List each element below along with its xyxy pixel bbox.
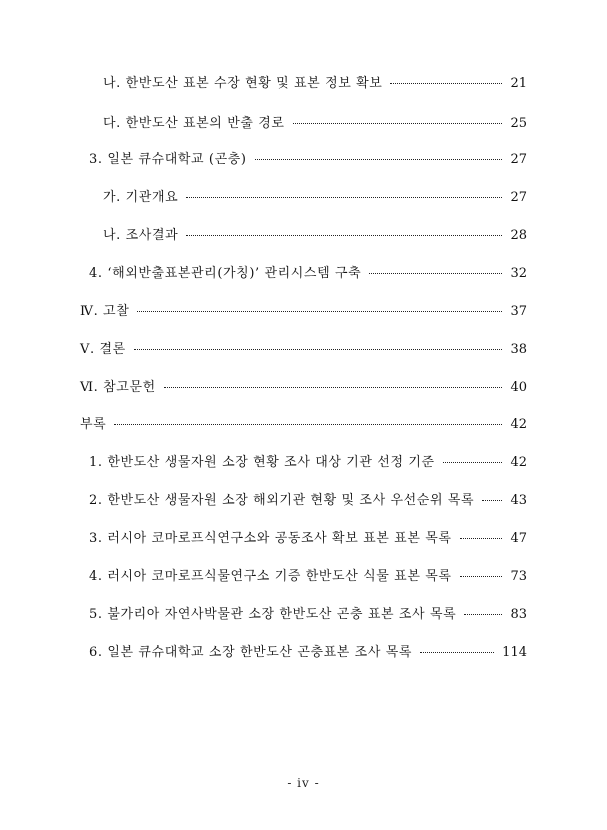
toc-entry-title: Ⅵ. 참고문헌 (80, 380, 156, 395)
toc-entry (103, 227, 527, 245)
toc-entry (89, 606, 527, 624)
toc-leader-dots (137, 310, 502, 312)
toc-entry-title: 2. 한반도산 생물자원 소장 해외기관 현황 및 조사 우선순위 목록 (89, 493, 475, 508)
toc-leader-dots (114, 423, 502, 425)
toc-leader-dots (186, 234, 502, 236)
toc-entry (89, 568, 527, 586)
toc-entry (89, 530, 527, 548)
toc-entry-page: 28 (510, 228, 527, 243)
toc-entry-page: 42 (510, 417, 527, 432)
toc-entry (89, 265, 527, 283)
toc-leader-dots (464, 613, 502, 615)
toc-entry-title: Ⅴ. 결론 (80, 342, 126, 357)
toc-entry-title: 다. 한반도산 표본의 반출 경로 (103, 116, 285, 131)
toc-leader-dots (460, 575, 503, 577)
toc-leader-dots (164, 386, 503, 388)
toc-entry-title: 4. ‘해외반출표본관리(가칭)’ 관리시스템 구축 (89, 266, 362, 281)
toc-entry-title: 부록 (80, 417, 107, 432)
toc-entry-page: 37 (510, 304, 527, 319)
toc-leader-dots (186, 196, 502, 198)
toc-entry-page: 38 (510, 342, 527, 357)
toc-entry-page: 42 (510, 455, 527, 470)
toc-leader-dots (482, 499, 502, 501)
toc-entry (80, 379, 527, 397)
toc-entry-page: 21 (510, 76, 527, 91)
toc-entry (89, 454, 527, 472)
toc-entry-page: 27 (510, 152, 527, 167)
toc-entry-title: 3. 러시아 코마로프식연구소와 공동조사 확보 표본 표본 목록 (89, 531, 452, 546)
toc-entry-title: 나. 조사결과 (103, 228, 179, 243)
toc-entry-title: 나. 한반도산 표본 수장 현황 및 표본 정보 확보 (103, 76, 383, 91)
toc-leader-dots (420, 651, 494, 653)
toc-leader-dots (293, 122, 503, 124)
toc-entry-page: 83 (510, 607, 527, 622)
toc-entry-title: 가. 기관개요 (103, 190, 179, 205)
toc-entry-title: 5. 불가리아 자연사박물관 소장 한반도산 곤충 표본 조사 목록 (89, 607, 457, 622)
toc-entry-title: 6. 일본 큐슈대학교 소장 한반도산 곤충표본 조사 목록 (89, 645, 413, 660)
toc-entry (80, 416, 527, 434)
toc-entry-page: 25 (510, 116, 527, 131)
toc-leader-dots (369, 272, 502, 274)
toc-leader-dots (255, 158, 503, 160)
toc-entry-title: 1. 한반도산 생물자원 소장 현황 조사 대상 기관 선정 기준 (89, 455, 435, 470)
toc-entry (89, 492, 527, 510)
toc-entry-page: 43 (510, 493, 527, 508)
toc-entry-page: 114 (502, 645, 527, 660)
toc-entry-page: 32 (510, 266, 527, 281)
toc-entry (80, 341, 527, 359)
toc-entry-page: 27 (510, 190, 527, 205)
toc-entry (103, 189, 527, 207)
toc-entry-title: Ⅳ. 고찰 (80, 304, 130, 319)
toc-entry (80, 303, 527, 321)
toc-entry-page: 47 (510, 531, 527, 546)
toc-entry (89, 151, 527, 169)
toc-entry (89, 644, 527, 662)
page-number-footer: - iv - (287, 776, 320, 790)
toc-leader-dots (390, 82, 502, 84)
toc-leader-dots (443, 461, 503, 463)
toc-entry-page: 73 (510, 569, 527, 584)
toc-leader-dots (134, 348, 503, 350)
toc-entry-page: 40 (510, 380, 527, 395)
toc-leader-dots (460, 537, 503, 539)
toc-entry (103, 75, 527, 93)
toc-entry-title: 4. 러시아 코마로프식물연구소 기증 한반도산 식물 표본 목록 (89, 569, 452, 584)
toc-entry (103, 115, 527, 133)
toc-entry-title: 3. 일본 큐슈대학교 (곤충) (89, 152, 247, 167)
